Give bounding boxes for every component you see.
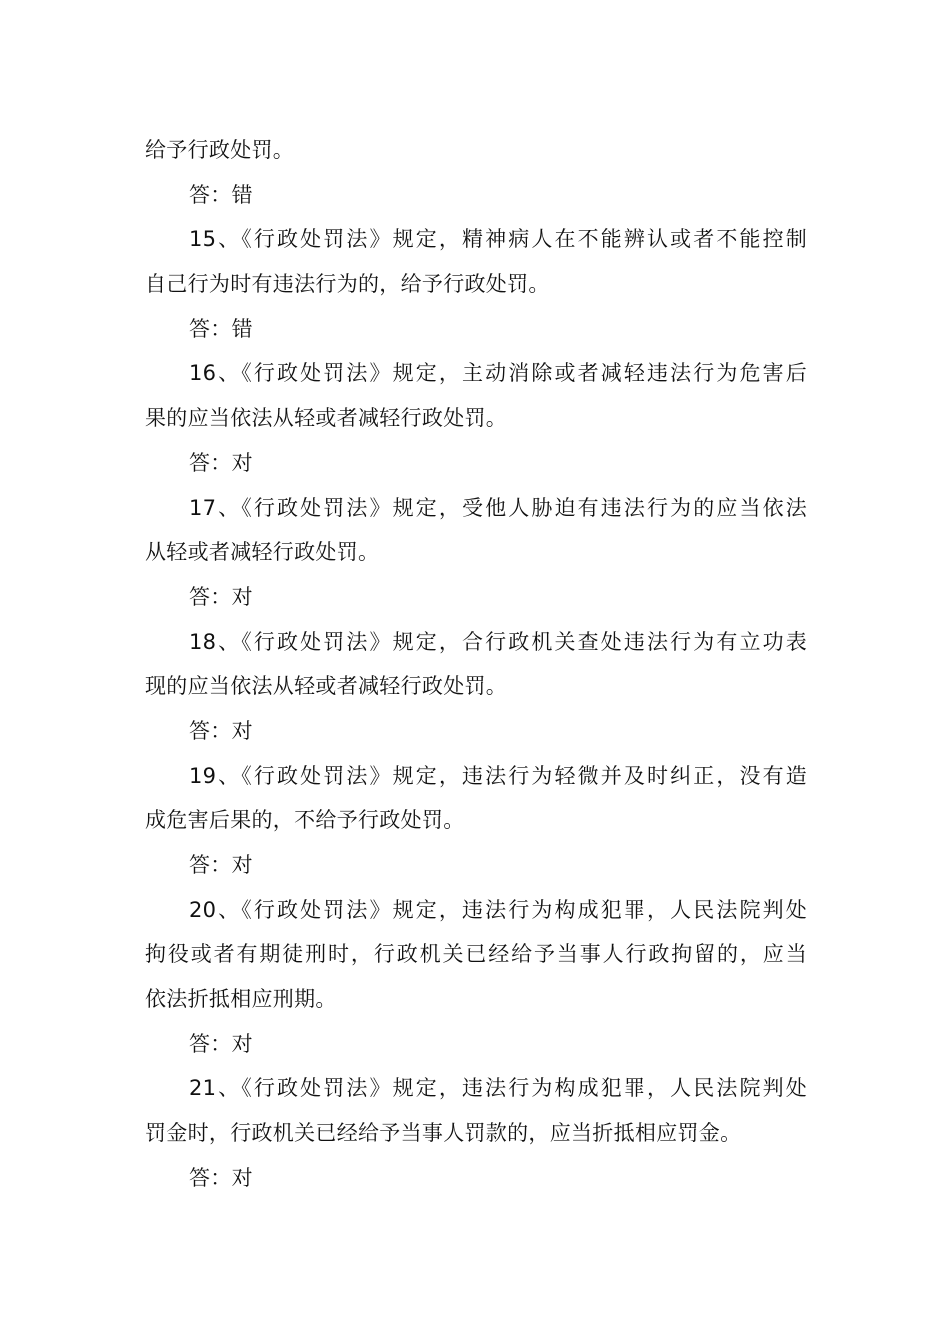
text-line: 拘役或者有期徒刑时，行政机关已经给予当事人行政拘留的，应当 [145,942,807,967]
text-line: 成危害后果的，不给予行政处罚。 [145,808,465,833]
text-line: 罚金时，行政机关已经给予当事人罚款的，应当折抵相应罚金。 [145,1121,742,1146]
question-line: 17、《行政处罚法》规定，受他人胁迫有违法行为的应当依法 [189,495,807,520]
answer-line: 答：对 [189,853,253,877]
question-line: 18、《行政处罚法》规定，合行政机关查处违法行为有立功表 [189,629,807,654]
text-line: 现的应当依法从轻或者减轻行政处罚。 [145,674,508,699]
question-line: 15、《行政处罚法》规定，精神病人在不能辨认或者不能控制 [189,227,807,252]
question-line: 21、《行政处罚法》规定，违法行为构成犯罪，人民法院判处 [189,1076,807,1101]
answer-line: 答：对 [189,450,253,475]
text-line: 果的应当依法从轻或者减轻行政处罚。 [145,406,508,431]
question-line: 16、《行政处罚法》规定，主动消除或者减轻违法行为危害后 [189,361,807,386]
answer-line: 答：对 [189,1165,253,1190]
answer-line: 答：错 [189,182,253,207]
answer-line: 答：对 [189,718,253,743]
question-line: 20、《行政处罚法》规定，违法行为构成犯罪，人民法院判处 [189,897,807,922]
answer-line: 答：错 [189,316,253,341]
answer-line: 答：对 [189,1031,253,1056]
question-line: 19、《行政处罚法》规定，违法行为轻微并及时纠正，没有造 [189,763,807,788]
answer-line: 答：对 [189,584,253,609]
text-line: 给予行政处罚。 [145,138,295,162]
text-line: 依法折抵相应刑期。 [145,987,337,1012]
text-line: 从轻或者减轻行政处罚。 [145,540,380,565]
text-line: 自己行为时有违法行为的，给予行政处罚。 [145,272,550,297]
document-page [145,128,807,1201]
